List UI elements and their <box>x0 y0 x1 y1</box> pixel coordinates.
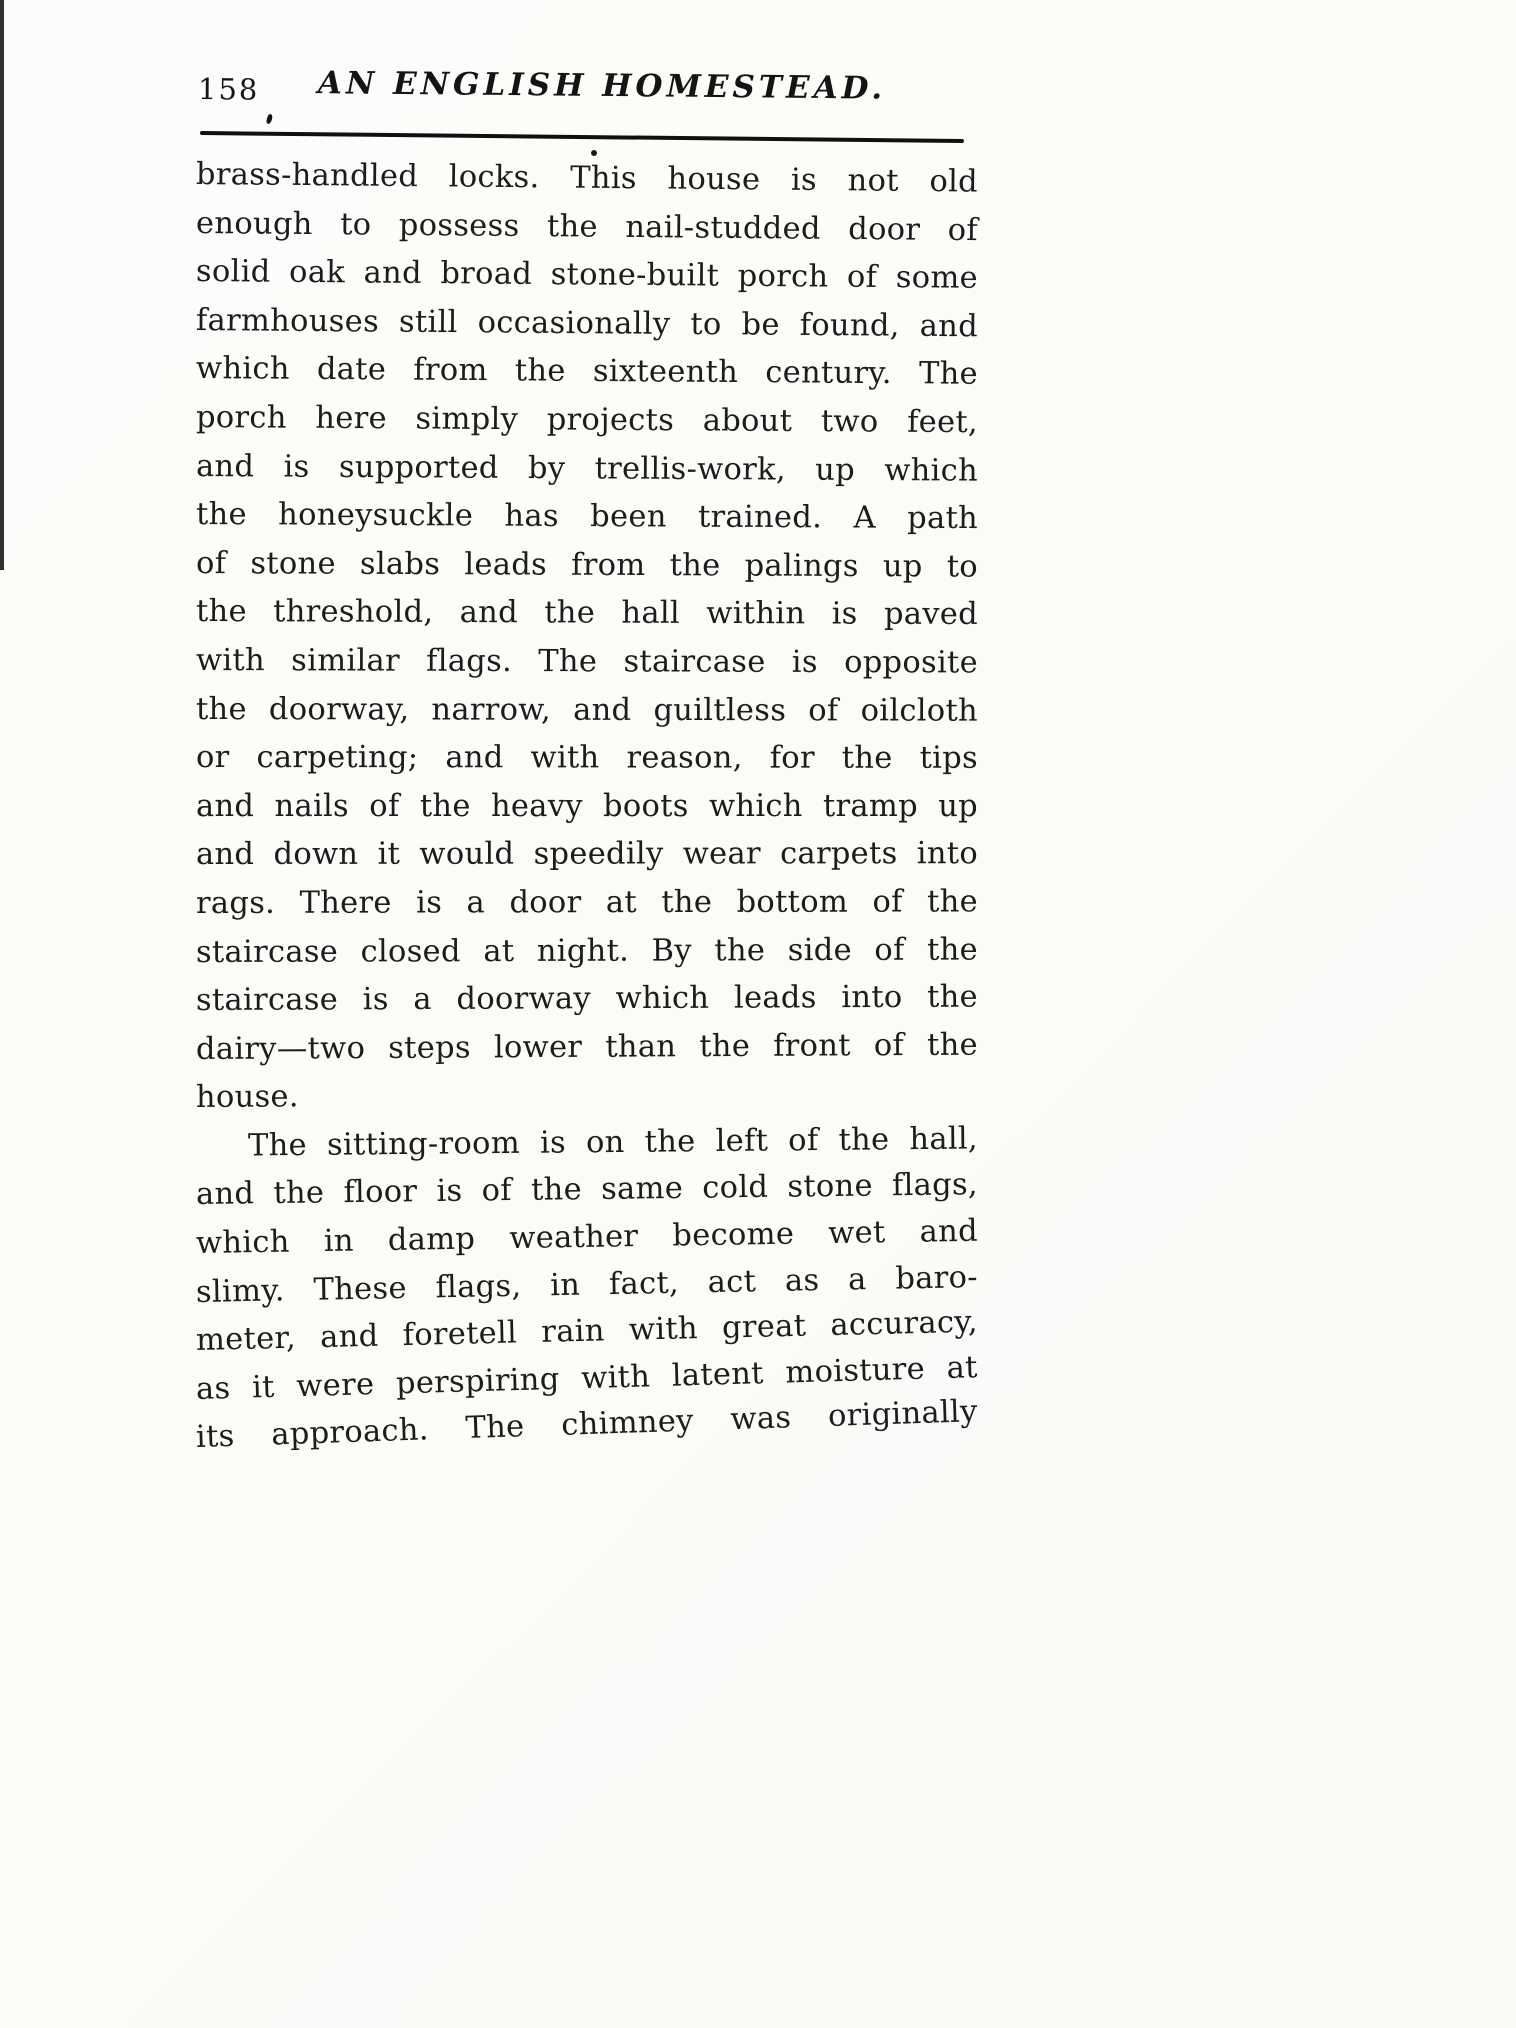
text-line: the threshold, and the hall within is paved <box>195 594 979 633</box>
text-line: house. <box>195 1079 299 1116</box>
header-rule <box>200 131 964 143</box>
text-line: of stone slabs leads from the palings up to <box>195 545 979 585</box>
text-line: solid oak and broad stone-built porch of some <box>195 254 979 297</box>
text-line: brass-handled locks. This house is not old <box>195 157 979 200</box>
page-header <box>196 64 978 118</box>
text-line: staircase is a doorway which leads into the <box>195 979 979 1019</box>
ink-speck <box>266 114 273 125</box>
text-line: with similar flags. The staircase is opposite <box>195 642 979 681</box>
text-line: as it were perspiring with latent moisture at <box>195 1350 979 1407</box>
text-line: enough to possess the nail-studded door of <box>195 205 979 248</box>
text-line: its approach. The chimney was originally <box>195 1394 979 1456</box>
text-line: farmhouses still occasionally to be found, and <box>195 302 979 345</box>
text-line: The sitting-room is on the left of the hall, <box>247 1121 979 1164</box>
page-number: 158 <box>197 72 260 107</box>
paragraph-1 <box>196 151 978 1123</box>
text-line: dairy—two steps lower than the front of the <box>195 1027 979 1067</box>
page-body <box>196 151 978 1463</box>
text-line: and down it would speedily wear carpets into <box>195 836 979 873</box>
running-title: AN ENGLISH HOMESTEAD. <box>317 65 887 107</box>
text-line: which in damp weather become wet and <box>195 1213 979 1262</box>
text-line: the honeysuckle has been trained. A path <box>195 497 979 537</box>
text-line: and is supported by trellis-work, up which <box>195 448 979 489</box>
text-line: the doorway, narrow, and guiltless of oilcloth <box>195 691 979 729</box>
text-line: and nails of the heavy boots which tramp up <box>196 788 978 824</box>
text-line: which date from the sixteenth century. The <box>195 351 979 393</box>
text-line: slimy. These flags, in fact, act as a baro- <box>195 1259 979 1310</box>
text-line: meter, and foretell rain with great accuracy, <box>195 1304 979 1359</box>
text-line: and the floor is of the same cold stone flags, <box>195 1167 979 1213</box>
scan-edge-artifact <box>0 0 4 570</box>
paragraph-2 <box>196 1123 978 1463</box>
text-line: or carpeting; and with reason, for the tips <box>195 740 979 776</box>
text-line: rags. There is a door at the bottom of the <box>195 884 979 921</box>
text-line: porch here simply projects about two feet, <box>195 399 979 441</box>
text-line: staircase closed at night. By the side of the <box>195 932 979 970</box>
